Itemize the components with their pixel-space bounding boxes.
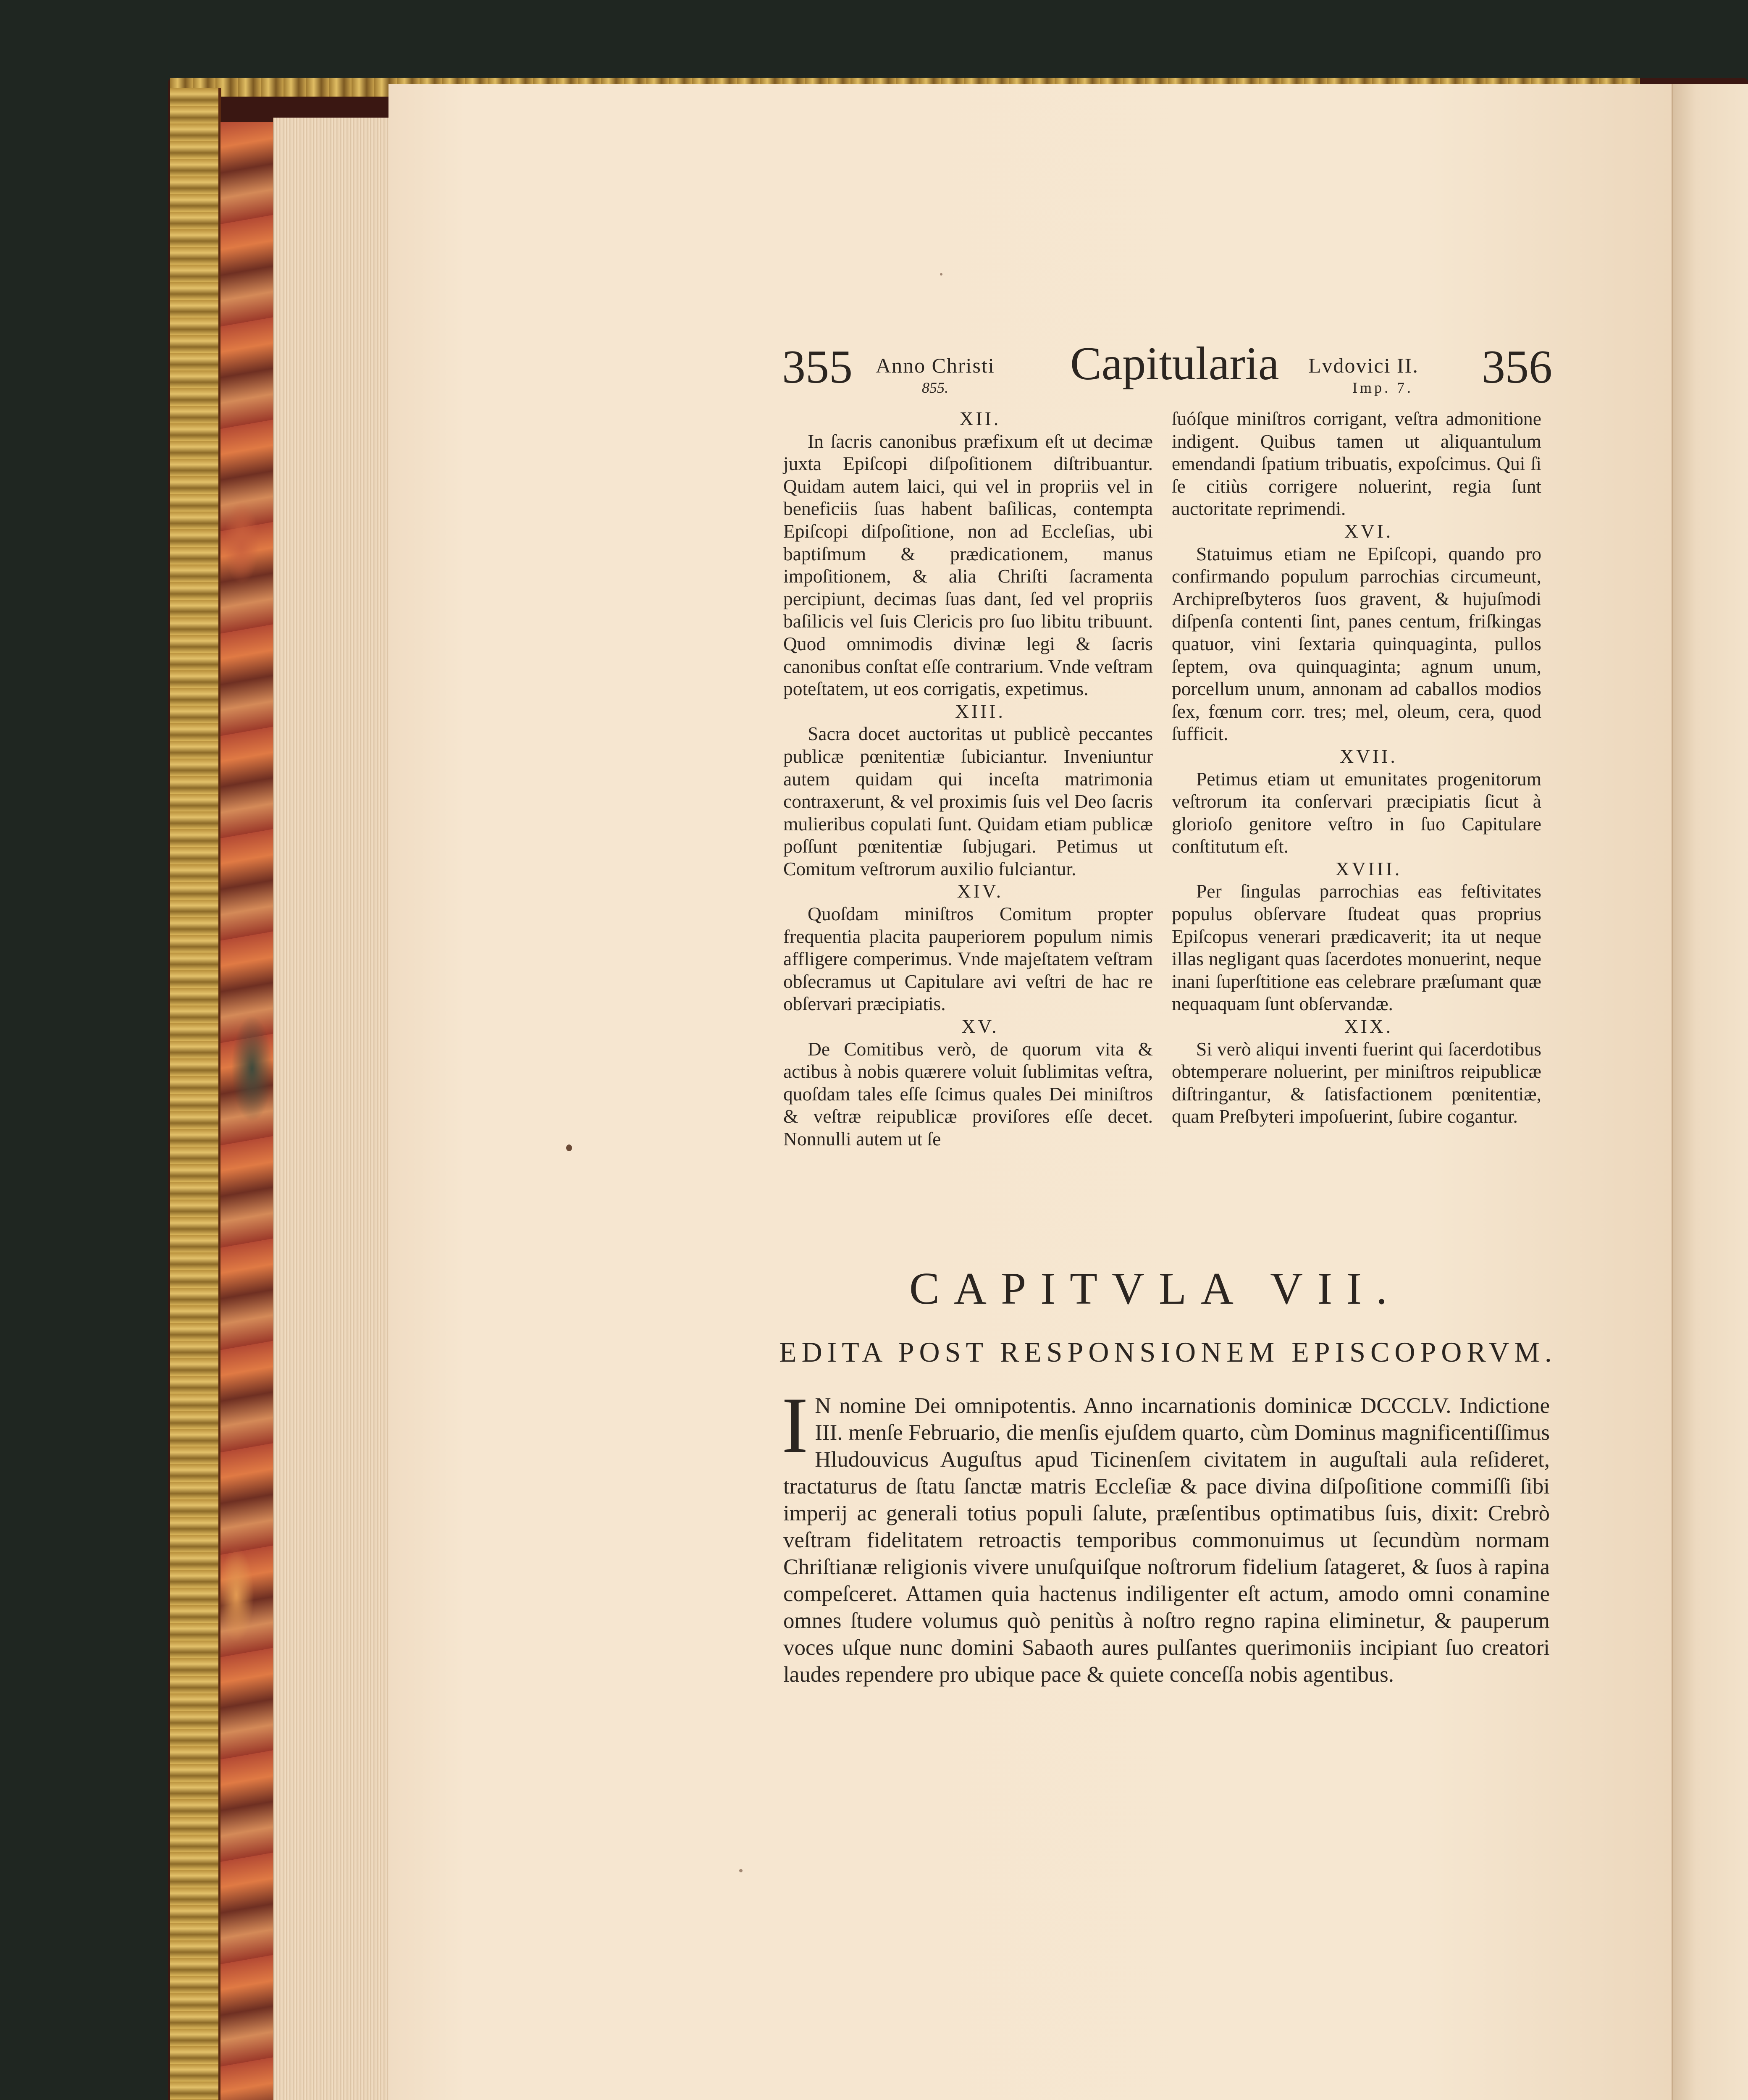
- foxing-spot: [940, 273, 942, 276]
- marbled-endpaper: [220, 122, 273, 2100]
- section-heading: XVI.: [1344, 520, 1394, 542]
- left-column: [783, 407, 1153, 1150]
- imp-header: Imp. 7.: [1352, 379, 1413, 396]
- page-title: Capitularia: [1070, 338, 1279, 390]
- section-text: Quoſdam miniſtros Comitum propter frequentia placita pauperiorem populum nimis affligere comperimus. Vnde majeſtatem veſtram obſecramus ut Capitulare avi veſtri de hac re obſervari præcipiatis.: [783, 903, 1153, 1015]
- section-text: Statuimus etiam ne Epiſcopi, quando pro confirmando populum parrochias circumeunt, Archipreſbyteros ſuos gravent, & hujuſmodi diſpenſa contenti ſint, panes centum, friſkingas quatuor, vini ſextaria quinquaginta, pullos ſeptem, ova quinquaginta; agnum unum, porcellum unum, annonam ad caballos modios ſex, fœnum corr. tres; mel, oleum, cera, quod ſufficit.: [1172, 543, 1541, 745]
- section-text: Petimus etiam ut emunitates progenitorum veſtrorum ita conſervari præcipiatis ſicut à glorioſo genitore veſtro in ſuo Capitulare conſtitutum eſt.: [1172, 768, 1541, 857]
- right-column: [1172, 407, 1541, 1128]
- page-number-right: 356: [1482, 341, 1552, 393]
- section-heading: XII.: [959, 408, 1001, 429]
- section-heading: XVII.: [1340, 745, 1398, 767]
- page-number-left: 355: [782, 341, 853, 393]
- page-stack: [273, 118, 390, 2100]
- section-text: Per ſingulas parrochias eas feſtivitates populus obſervare ſtudeat quas proprius Epiſcopus venerari prædicaverit; ita ut neque illas negligant quas ſacerdotes monuerint, neque inani ſuperſtitione eas celebrare præſumant quæ nequaquam ſunt obſervandæ.: [1172, 880, 1541, 1015]
- ludovici-header: Lvdovici II.: [1308, 354, 1419, 377]
- chapter-paragraph: N nomine Dei omnipotentis. Anno incarnationis dominicæ DCCCLV. Indictione III. menſe Februario, die menſis ejuſdem quarto, cùm Dominus magnificentiſſimus Hludouvicus Auguſtus apud Ticinenſem civitatem in auguſtali aula reſideret, tractaturus de ſtatu ſanctæ matris Eccleſiæ & pace divina diſpoſitione commiſſi ſibi imperij ac generali totius populi ſalute, præſentibus optimatibus ſuis, dixit: Crebrò veſtram fidelitatem retroactis temporibus commonuimus ut ſecundùm normam Chriſtianæ religionis vivere unuſquiſque noſtrorum fidelium ſatageret, & ſuos à rapina compeſceret. Attamen quia hactenus indiligenter eſt actum, amodo omni conamine omnes ſtudere volumus quò penitùs à noſtro regno rapina eliminetur, & pauperum voces uſque nunc domini Sabaoth aures pulſantes querimoniis incipiant ſuo creatori laudes rependere pro ubique pace & quiete conceſſa nobis agentibus.: [783, 1394, 1550, 1687]
- chapter-body: [782, 1381, 1550, 1688]
- section-text: In ſacris canonibus præfixum eſt ut decimæ juxta Epiſcopi diſpoſitionem diſtribuantur. Quidam autem laici, qui vel in propriis vel in beneficiis ſuas habent baſilicas, contempta Epiſcopi diſpoſitione, non ad Eccleſias, ubi baptiſmum & prædicationem, manus impoſitionem, & alia Chriſti ſacramenta percipiunt, decimas ſuas dant, ſed vel propriis baſilicis vel ſuis Clericis pro ſuo libitu tribuunt. Quod omnimodis divinæ legi & ſacris canonibus conſtat eſſe contrarium. Vnde veſtram poteſtatem, ut eos corrigatis, expetimus.: [783, 430, 1153, 700]
- next-page-edge: [1672, 84, 1748, 2100]
- section-heading: XIV.: [957, 880, 1004, 902]
- gilt-spine-edge: [170, 88, 221, 2100]
- anno-christi: Anno Christi: [876, 354, 995, 377]
- section-heading: XIII.: [955, 700, 1005, 722]
- section-text: Si verò aliqui inventi fuerint qui ſacerdotibus obtemperare noluerint, per miniſtros reipublicæ diſtringantur, & ſatisfactionem pœnitentiæ, quam Preſbyteri impoſuerint, ſubire cogantur.: [1172, 1038, 1541, 1127]
- continuation-text: ſuóſque miniſtros corrigant, veſtra admonitione indigent. Quibus tamen ut aliquantulum emendandi ſpatium tribuatis, expoſcimus. Qui ſi ſe citiùs corrigere noluerint, regia ſunt auctoritate reprimendi.: [1172, 408, 1541, 520]
- chapter-title: CAPITVLA VII.: [909, 1264, 1402, 1314]
- foxing-spot: [739, 1869, 743, 1872]
- section-heading: XIX.: [1344, 1016, 1394, 1037]
- section-text: Sacra docet auctoritas ut publicè peccantes publicæ pœnitentiæ ſubiciantur. Inveniuntur autem quidam qui inceſta matrimonia contraxerunt, & vel proximis ſuis vel Deo ſacris mulieribus copulati ſunt. Quidam etiam publicæ poſſunt pœnitentiæ ſubjugari. Petimus ut Comitum veſtrorum auxilio fulciantur.: [783, 723, 1153, 879]
- section-heading: XV.: [961, 1016, 999, 1037]
- section-heading: XVIII.: [1335, 858, 1402, 879]
- chapter-subtitle: EDITA POST RESPONSIONEM EPISCOPORVM.: [779, 1336, 1557, 1368]
- section-text: De Comitibus verò, de quorum vita & actibus à nobis quærere voluit ſublimitas veſtra, quoſdam tales eſſe ſcimus quales Dei miniſtros & veſtræ reipublicæ proviſores eſſe decet. Nonnulli autem ut ſe: [783, 1038, 1153, 1150]
- header-year: 855.: [922, 379, 948, 396]
- foxing-spot: [566, 1144, 572, 1151]
- drop-cap: I: [782, 1381, 808, 1470]
